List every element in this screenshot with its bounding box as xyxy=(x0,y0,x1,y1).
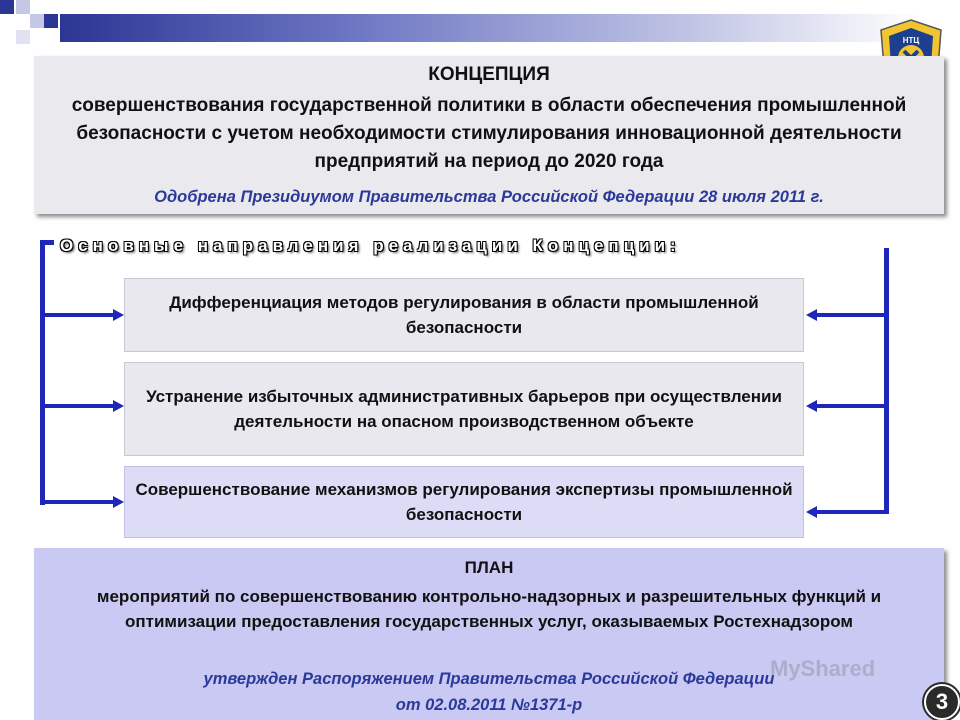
arrow-left-icon xyxy=(806,309,817,321)
arrow-right-icon xyxy=(113,309,124,321)
direction-item: Совершенствование механизмов регулирования экспертизы промышленной безопасности xyxy=(124,466,804,538)
corner-square xyxy=(30,14,44,28)
arrow-line xyxy=(816,404,888,408)
direction-item: Дифференциация методов регулирования в области промышленной безопасности xyxy=(124,278,804,352)
arrow-line xyxy=(40,404,114,408)
arrow-line xyxy=(816,510,888,514)
arrow-line xyxy=(40,313,114,317)
left-connector xyxy=(40,240,45,505)
concept-title: КОНЦЕПЦИЯ xyxy=(428,64,550,85)
arrow-line xyxy=(816,313,888,317)
arrow-left-icon xyxy=(806,506,817,518)
concept-panel xyxy=(34,56,944,214)
plan-title: ПЛАН xyxy=(464,558,514,577)
corner-square xyxy=(16,30,30,44)
plan-panel xyxy=(34,548,944,720)
arrow-right-icon xyxy=(113,400,124,412)
right-connector xyxy=(884,248,889,514)
corner-square xyxy=(0,0,14,14)
corner-square xyxy=(44,14,58,28)
directions-heading: Основные направления реализации Концепции: xyxy=(60,236,681,255)
plan-body: мероприятий по совершенствованию контрольно-надзорных и разрешительных функций и оптимизации предоставления государственных услуг, оказываемых Ростехнадзором xyxy=(96,587,882,631)
concept-body: совершенствования государственной политики в области обеспечения промышленной безопасности с учетом необходимости стимулирования инновационной деятельности предприятий на период до 2020 года xyxy=(71,95,907,172)
logo-text: НТЦ xyxy=(902,36,920,45)
arrow-left-icon xyxy=(806,400,817,412)
direction-item: Устранение избыточных административных барьеров при осуществлении деятельности на опасном производственном объекте xyxy=(124,362,804,456)
plan-approval-line2: от 02.08.2011 №1371-р xyxy=(395,696,583,714)
page-number-badge: 3 xyxy=(924,684,960,720)
concept-approval: Одобрена Президиумом Правительства Российской Федерации 28 июля 2011 г. xyxy=(154,188,824,206)
plan-approval-line1: утвержден Распоряжением Правительства Российской Федерации xyxy=(203,670,775,688)
arrow-line xyxy=(40,500,114,504)
corner-square xyxy=(16,0,30,14)
left-connector-top xyxy=(40,240,54,245)
watermark: MyShared xyxy=(770,656,876,681)
arrow-right-icon xyxy=(113,496,124,508)
header-bar xyxy=(60,14,920,42)
